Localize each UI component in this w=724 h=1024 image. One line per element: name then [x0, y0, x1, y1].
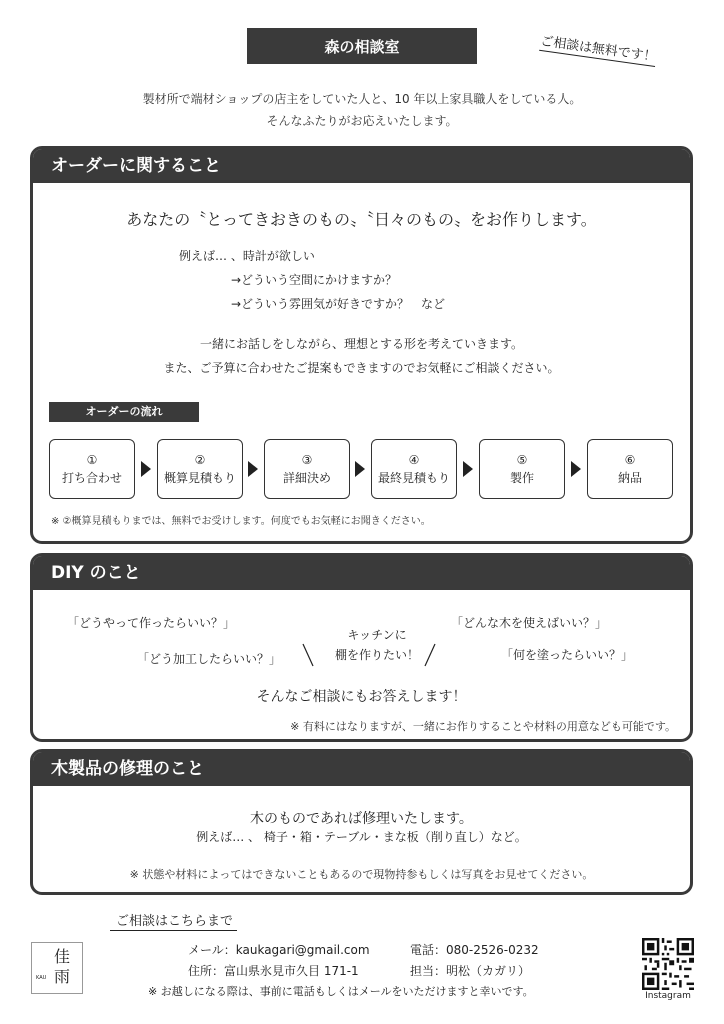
contact-staff: 担当：明松（カガリ） [410, 964, 531, 978]
logo-sub-text: KAU [36, 975, 47, 981]
diy-center-line-1: キッチンに [347, 628, 407, 642]
diy-note: ※ 有料にはなりますが、一緒にお作りすることや材料の用意なども可能です。 [290, 720, 676, 733]
logo-main-text: 佳雨 [54, 947, 71, 986]
diy-center-line-2: 棚を作りたい！ [334, 648, 419, 662]
flow-step-2 [157, 439, 243, 499]
intro-line-2: そんなふたりがお応えいたします。 [266, 114, 458, 128]
contact-address: 住所：富山県氷見市久目 171-1 [188, 964, 359, 978]
slash-left-icon [301, 642, 315, 668]
diy-question-1: 「どうやって作ったらいい？」 [67, 616, 236, 630]
arrow-right-icon [571, 461, 581, 477]
step-number: ② [194, 453, 206, 467]
order-section [30, 146, 693, 544]
step-number: ④ [408, 453, 420, 467]
order-body-2: また、ご予算に合わせたご提案もできますのでお気軽にご相談ください。 [163, 361, 560, 375]
order-example-1: 例えば… 、時計が欲しい [179, 249, 315, 263]
order-lead: あなたの〝とってきおきのもの〟〝日々のもの〟をお作りします。 [126, 210, 597, 229]
contact-heading: ご相談はこちらまで [110, 910, 237, 931]
step-label: 概算見積もり [163, 471, 236, 485]
arrow-right-icon [141, 461, 151, 477]
arrow-right-icon [355, 461, 365, 477]
slash-right-icon [423, 642, 437, 668]
step-label: 打ち合わせ [61, 471, 122, 485]
repair-note: ※ 状態や材料によってはできないこともあるので現物持参もしくは写真をお見せてください。 [129, 868, 594, 881]
instagram-label: Instagram [645, 991, 691, 1001]
diy-answer: そんなご相談にもお答えします！ [256, 689, 467, 705]
free-consultation-tag: ご相談は無料です！ [539, 30, 658, 67]
order-body-1: 一緒にお話しをしながら、理想とする形を考えていきます。 [199, 337, 524, 351]
order-example-3: →どういう雰囲気が好きですか？ など [231, 297, 446, 311]
intro-line-1: 製材所で端材ショップの店主をしていた人と、10 年以上家具職人をしている人。 [142, 92, 582, 106]
flow-step-6 [587, 439, 673, 499]
diy-section [30, 553, 693, 742]
contact-mail: メール：kaukagari@gmail.com [188, 943, 370, 957]
instagram-qr-code[interactable] [642, 938, 694, 990]
diy-question-2: 「どう加工したらいい？」 [137, 652, 282, 666]
step-number: ⑤ [516, 453, 528, 467]
diy-question-3: 「どんな木を使えばいい？」 [451, 616, 608, 630]
step-label: 最終見積もり [377, 471, 450, 485]
repair-section-heading: 木製品の修理のこと [33, 752, 690, 786]
step-label: 詳細決め [282, 471, 331, 485]
contact-phone: 電話：080-2526-0232 [410, 943, 539, 957]
flow-step-3 [264, 439, 350, 499]
kau-logo [31, 942, 83, 994]
flow-step-5 [479, 439, 565, 499]
step-label: 製作 [509, 471, 534, 485]
page-title: 森の相談室 [247, 28, 477, 64]
repair-example: 例えば… 、 椅子・箱・テーブル・まな板（削り直し）など。 [196, 830, 527, 844]
step-number: ⑥ [624, 453, 636, 467]
flow-step-4 [371, 439, 457, 499]
step-number: ① [86, 453, 98, 467]
order-section-heading: オーダーに関すること [33, 149, 690, 183]
order-flow-label: オーダーの流れ [49, 402, 199, 422]
arrow-right-icon [463, 461, 473, 477]
contact-note: ※ お越しになる際は、事前に電話もしくはメールをいただけますと幸いです。 [148, 985, 534, 998]
repair-lead: 木のものであれば修理いたします。 [250, 811, 473, 827]
step-number: ③ [301, 453, 313, 467]
flow-step-1 [49, 439, 135, 499]
order-example-2: →どういう空間にかけますか？ [231, 273, 398, 287]
step-label: 納品 [617, 471, 642, 485]
diy-section-heading: DIY のこと [33, 556, 690, 590]
diy-question-4: 「何を塗ったらいい？」 [501, 648, 634, 662]
arrow-right-icon [248, 461, 258, 477]
order-note: ※ ②概算見積もりまでは、無料でお受けします。何度でもお気軽にお聞きください。 [51, 516, 431, 527]
repair-section [30, 749, 693, 895]
